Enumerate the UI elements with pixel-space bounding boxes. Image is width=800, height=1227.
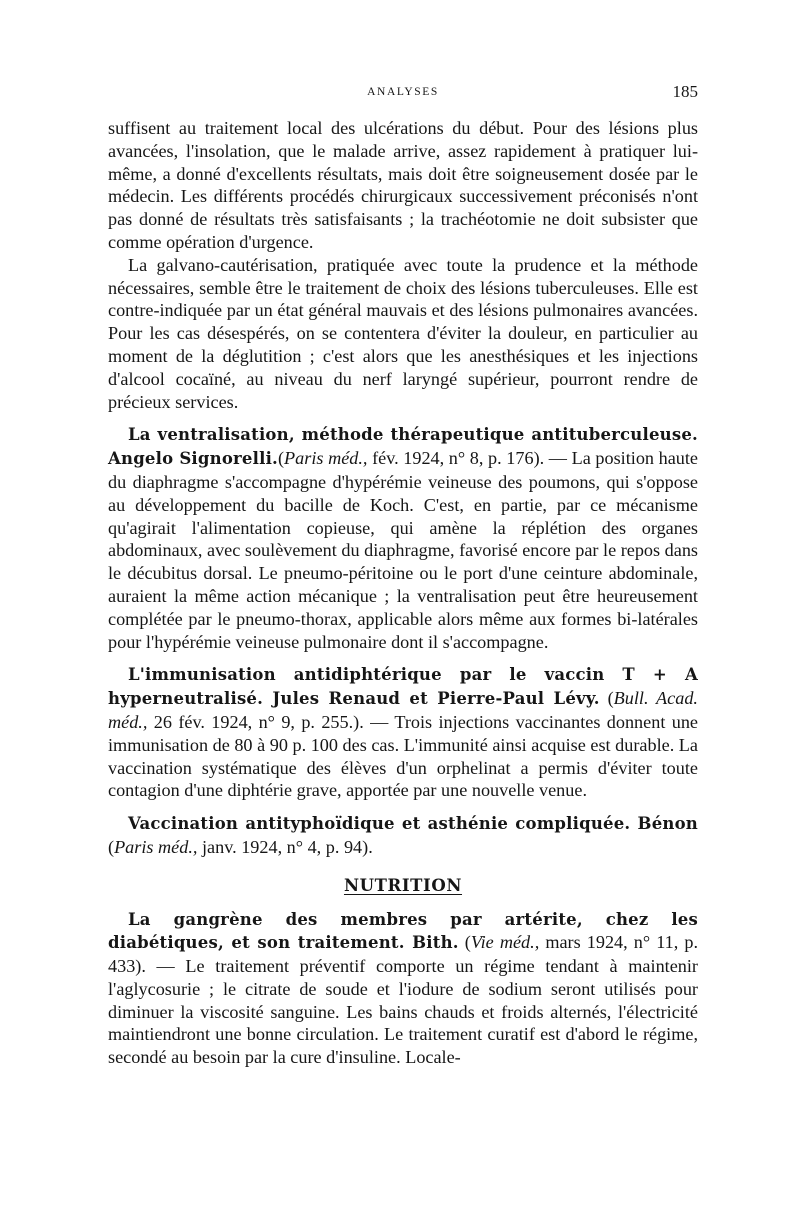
entry-citation: fév. 1924, n° 8, p. 176). — [367, 448, 545, 469]
abstract-entry — [108, 908, 698, 1070]
running-head — [108, 82, 698, 104]
entry-source-open: ( — [277, 448, 285, 469]
entry-title: La ventralisation, méthode thérapeutique antituberculeuse. Angelo Signorelli. — [108, 425, 698, 469]
entry-text: — Trois injections vaccinantes donnent une immunisation de 80 à 90 p. 100 des cas. L'immunité ainsi acquise est durable. La vaccination systématique des élèves d'un orphelinat a permis d'éviter toute contagion d'une diphtérie grave, apportée par une nouvelle venue. — [108, 711, 699, 801]
entry-source: Paris méd., — [114, 836, 198, 857]
entry-citation: 26 fév. 1924, n° 9, p. 255.). — [147, 711, 364, 732]
entry-source: Paris méd., — [284, 448, 368, 469]
entry-text: — Le traitement préventif comporte un régime tendant à maintenir l'aglycosurie ; le citrate de soude et l'iodure de sodium seront utilisés pour diminuer la viscosité sanguine. Les bains chauds et froids alternés, l'électricité maintiendront une bonne circulation. Le traitement curatif est d'abord le régime, secondé au besoin par la cure d'insuline. Locale- — [108, 956, 698, 1068]
entry-source-open: ( — [599, 688, 614, 709]
entry-text: — La position haute du diaphragme s'accompagne d'hypérémie veineuse des poumons, qui s'oppose au développement du bacille de Koch. C'est, en partie, par ce mécanisme qu'agirait l'alimentation copieuse, qui amène la réplétion des organes abdominaux, avec soulèvement du diaphragme, favorisé encore par le repos dans le décubitus dorsal. Le pneumo-péritoine ou le port d'une ceinture abdominale, auraient la même action mécanique ; la ventralisation peut être heureusement complétée par le pneumo-thorax, applicable alors même aux formes bi-latérales pour l'hypérémie veineuse pulmonaire dont il s'accompagne. — [108, 448, 698, 652]
page-body — [108, 117, 698, 1069]
entry-source: Bull. Acad. méd., — [108, 688, 698, 732]
entry-title: L'immunisation antidiphtérique par le vaccin T + A hyperneutralisé. Jules Renaud et Pierre-Paul Lévy. — [108, 665, 698, 709]
abstract-entry — [108, 812, 698, 859]
entry-source-open: ( — [458, 932, 471, 953]
running-title: ANALYSES — [367, 86, 439, 98]
entry-citation: janv. 1924, n° 4, p. 94). — [197, 836, 373, 857]
paragraph: suffisent au traitement local des ulcérations du début. Pour des lésions plus avancées, l'insolation, que le malade arrive, assez rapidement à pratiquer lui-même, a donné d'excellents résultats, mais doit être soigneusement dosée par le médecin. Les différents procédés chirurgicaux successivement préconisés n'ont pas donné de résultats très satisfaisants ; la trachéotomie ne doit subsister que comme opération d'urgence. — [108, 118, 698, 252]
paragraph: La galvano-cautérisation, pratiquée avec toute la prudence et la méthode nécessaires, semble être le traitement de choix des lésions tuberculeuses. Elle est contre-indiquée par un état général mauvais et des lésions pulmonaires avancées. Pour les cas désespérés, on se contentera d'éviter la douleur, en particulier au moment de la déglutition ; c'est alors que les anesthésiques et les injections d'alcool cocaïné, au niveau du nerf laryngé supérieur, pourront rendre de précieux services. — [108, 254, 698, 412]
entry-title: Vaccination antityphoïdique et asthénie compliquée. Bénon — [128, 814, 698, 834]
entry-citation: mars 1924, n° 11, p. 433). — [108, 932, 699, 977]
entry-source-open: ( — [108, 836, 115, 857]
entry-source: Vie méd., — [470, 932, 540, 953]
page-number: 185 — [672, 82, 698, 101]
abstract-entry — [108, 423, 698, 653]
abstract-entry — [108, 663, 698, 802]
section-heading: NUTRITION — [343, 875, 463, 895]
entry-title: La gangrène des membres par artérite, chez les diabétiques, et son traitement. Bith. — [108, 909, 698, 953]
